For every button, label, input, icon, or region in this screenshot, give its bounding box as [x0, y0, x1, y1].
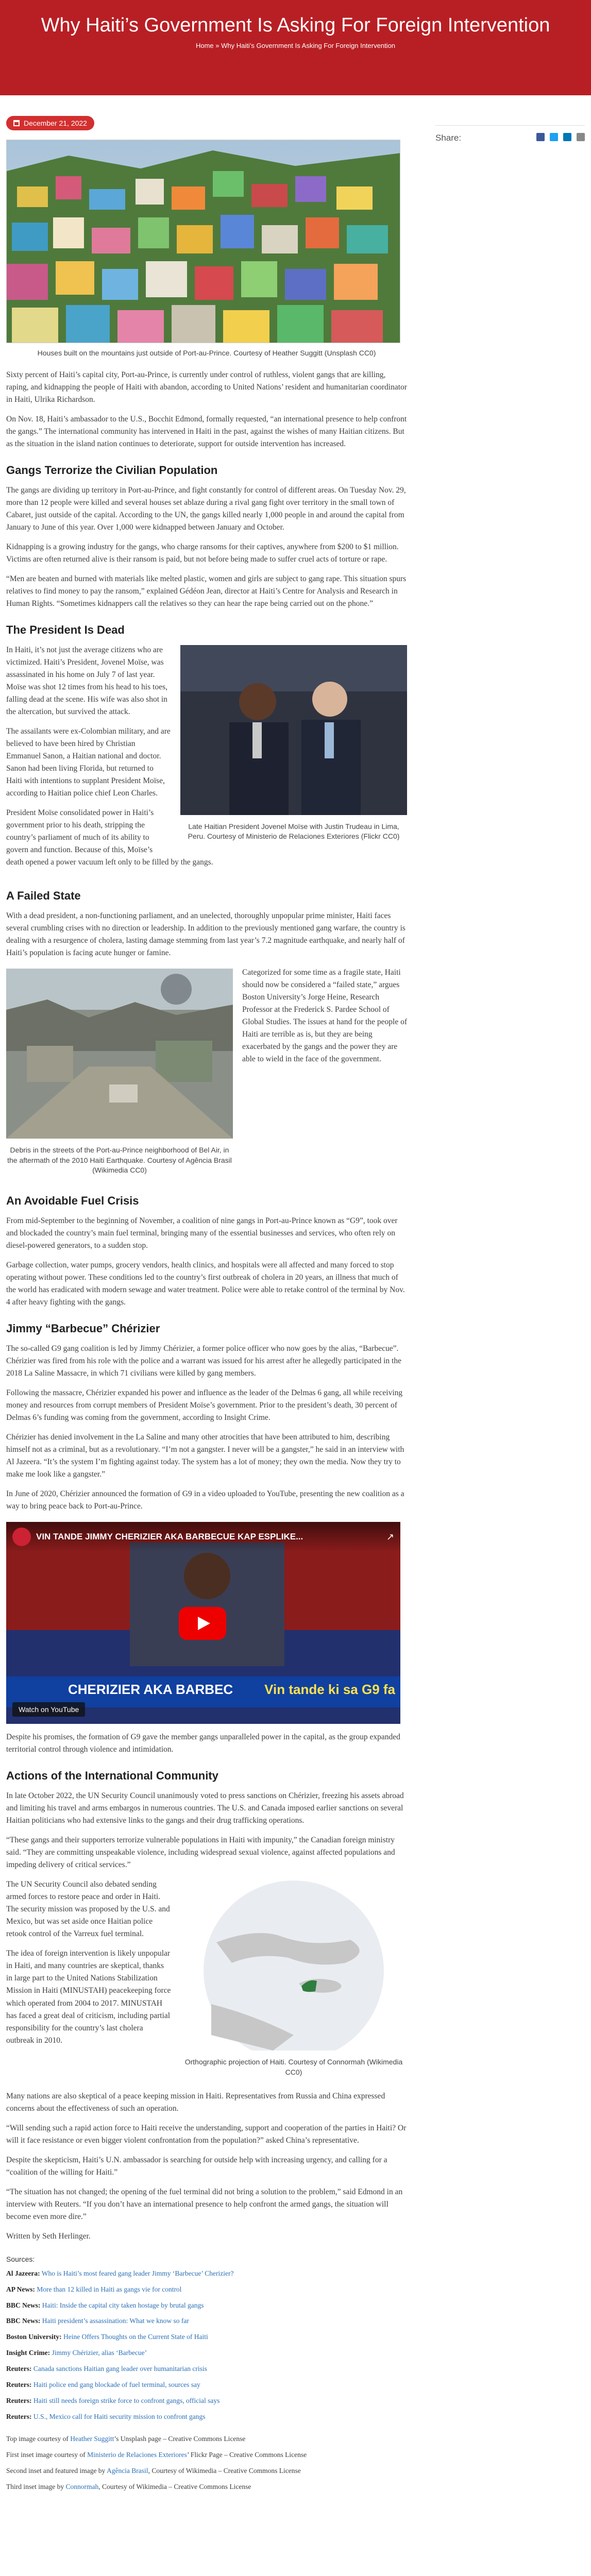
paragraph: Categorized for some time as a fragile state, Haiti should now be considered a “failed state,” argues Boston University’s Jorge Heine, Research Professor at the Frederick S. Pardee School of Global Studies. The issues at hand for the people of Haiti are terrible as is, but they are being exacerbated by the gangs and the power they are able to wield in the face of the government. [242, 968, 407, 1064]
paragraph: Despite his promises, the formation of G9 gave the member gangs unparalleled power in the capital, as the group expanded territorial control through violence and intimidation. [6, 1733, 400, 1754]
quake-caption: Debris in the streets of the Port-au-Prince neighborhood of Bel Air, in the aftermath of the 2010 Haiti Earthquake. Courtesy of Agência Brasil (Wikimedia CC0) [7, 1146, 232, 1175]
section-heading: Actions of the International Community [6, 1769, 218, 1783]
page-header [0, 0, 591, 95]
credit-prefix: First inset image courtesy of [6, 2450, 88, 2459]
source-item [6, 2284, 407, 2295]
paragraph: Garbage collection, water pumps, grocery vendors, health clinics, and hospitals were all affected and many forced to stop operating without power. These conditions led to the country’s first outbreak of cholera in 20 years, an illness that much of the world has eradicated with modern sewage and water treatment. Police were able to retake control of the terminal by Nov. 4 after heavy fighting with the gangs. [6, 1260, 405, 1307]
source-item [6, 2300, 407, 2311]
source-outlet: Al Jazeera: [6, 2269, 40, 2277]
breadcrumb-home-link[interactable]: Home [195, 42, 214, 49]
linkedin-icon[interactable] [563, 133, 571, 141]
source-item [6, 2380, 407, 2391]
credit-suffix: ’s Unsplash page – Creative Commons License [114, 2434, 246, 2443]
share-sidebar [435, 125, 585, 143]
share-video-icon[interactable]: ↗ [386, 1531, 394, 1542]
section-heading: A Failed State [6, 889, 81, 903]
email-icon[interactable] [577, 133, 585, 141]
paragraph: Following the massacre, Chérizier expanded his power and influence as the leader of the Delmas 6 gang, all while receiving money and resources from corrupt members of President Moïse’s government. Prior to the president’s death, 30 percent of Delmas 6’s funding was coming from the government, according to Insight Crime. [6, 1388, 403, 1422]
credit-suffix: , Courtesy of Wikimedia – Creative Commons License [148, 2466, 301, 2475]
source-item [6, 2364, 407, 2375]
image-credit [6, 2466, 407, 2477]
credit-prefix: Second inset and featured image by [6, 2466, 107, 2475]
source-outlet: Insight Crime: [6, 2349, 50, 2357]
paragraph: Many nations are also skeptical of a peace keeping mission in Haiti. Representatives from Russia and China expressed concerns about the effectiveness of such an operation. [6, 2091, 385, 2113]
article-body [0, 95, 407, 2498]
source-link[interactable]: More than 12 killed in Haiti as gangs vie for control [37, 2285, 182, 2293]
calendar-icon [13, 120, 20, 126]
section-heading: An Avoidable Fuel Crisis [6, 1194, 139, 1207]
twitter-icon[interactable] [550, 133, 558, 141]
source-outlet: Reuters: [6, 2365, 32, 2373]
moise-figure [180, 645, 407, 842]
page-title: Why Haiti’s Government Is Asking For Foreign Intervention [41, 14, 550, 36]
quake-figure [6, 969, 233, 1176]
paragraph: In Haiti, it’s not just the average citizens who are victimized. Haiti’s President, Jovenel Moïse, was assassinated in his home on July 7 of last year. Moïse was shot 12 times from his head to his toes, falling dead at the scene. His wife was also shot in the altercation, but survived the attack. [6, 645, 167, 716]
video-overlay-text [68, 1682, 400, 1698]
video-title-bar [6, 1522, 400, 1552]
moise-caption: Late Haitian President Jovenel Moïse with Justin Trudeau in Lima, Peru. Courtesy of Ministerio de Relaciones Exteriores (Flickr CC0) [188, 822, 400, 841]
paragraph: “Men are beaten and burned with materials like melted plastic, women and girls are subject to gang rape. This situation spurs relatives to find money to pay the ransom,” explained Gédéon Jean, director at Haiti’s Centre for Analysis and Research in Human Rights. “Sometimes kidnappers call the relatives so they can hear the rape being carried out on the phone.” [6, 574, 407, 608]
breadcrumb-separator: » [213, 42, 222, 49]
source-outlet: BBC News: [6, 2301, 41, 2309]
source-link[interactable]: Haiti: Inside the capital city taken hostage by brutal gangs [42, 2301, 204, 2309]
source-item [6, 2396, 407, 2406]
paragraph: Kidnapping is a growing industry for the gangs, who charge ransoms for their captives, anywhere from $200 to $1 million. Victims are often returned alive is their ransom is paid, but not before being made to suffer cruel acts of torture or rape. [6, 542, 399, 564]
credit-prefix: Top image courtesy of [6, 2434, 71, 2443]
credit-link[interactable]: Connormah [65, 2482, 99, 2490]
paragraph: The so-called G9 gang coalition is led by Jimmy Chérizier, a former police officer who now goes by the alias, “Barbecue”. Chérizier was fired from his role with the police and a warrant was issued for his arrest after he allegedly participated in the 2018 La Saline Massacre, in which 71 civilians were killed by gang members. [6, 1344, 401, 1378]
paragraph: The assailants were ex-Colombian military, and are believed to have been hired by Christian Emmanuel Sanon, a Haitian national and doctor. Sanon had been living Florida, but returned to Haiti with intentions to supplant President Moïse, according to Haitian police chief Leon Charles. [6, 726, 171, 798]
section-heading: Gangs Terrorize the Civilian Population [6, 463, 218, 477]
article-date: December 21, 2022 [24, 119, 87, 127]
paragraph: Despite the skepticism, Haiti’s U.N. ambassador is searching for outside help with increasing urgency, and calling for a “coalition of the willing for Haiti.” [6, 2155, 387, 2177]
overlay-right: Vin tande ki sa G9 fa [264, 1682, 395, 1698]
image-credit [6, 2482, 407, 2493]
credit-list [6, 2434, 407, 2493]
youtube-embed[interactable] [6, 1522, 400, 1724]
paragraph: In late October 2022, the UN Security Council unanimously voted to press sanctions on Chérizier, freezing his assets abroad and limiting his travel and arms embargos in numerous countries. The U.S. and Canada imposed earlier sanctions on several Haitian politicians who had extensive links to the gangs and their drug trafficking operations. [6, 1791, 404, 1825]
source-outlet: BBC News: [6, 2317, 41, 2325]
paragraph: “These gangs and their supporters terrorize vulnerable populations in Haiti with impunity,” the Canadian foreign ministry said. “They are committing unspeakable violence, including widespread sexual violence, against affected populations and impeding delivery of critical services.” [6, 1836, 395, 1870]
paragraph: Chérizier has denied involvement in the La Saline and many other atrocities that have been attributed to him, describing himself not as a criminal, but as a revolutionary. “I’m not a gangster. I never will be a gangster,” he said in an interview with Al Jazeera. “It’s the system I’m fighting against today. The system has a lot of money; they own the media. Now they try to make me look like a gangster.” [6, 1433, 404, 1479]
credit-link[interactable]: Heather Suggitt [70, 2434, 114, 2443]
credit-prefix: Third inset image by [6, 2482, 66, 2490]
source-link[interactable]: Haiti still needs foreign strike force to confront gangs, official says [33, 2397, 220, 2405]
source-outlet: Boston University: [6, 2333, 62, 2341]
watch-on-youtube-button[interactable]: Watch on YouTube [12, 1702, 85, 1717]
image-credit [6, 2450, 407, 2461]
paragraph: Sixty percent of Haiti’s capital city, Port-au-Prince, is currently under control of ruthless, violent gangs that are killing, raping, and kidnapping the people of Haiti with abandon, according to United Nations’ resident and humanitarian coordinator in Haiti, Ulrika Richardson. [6, 370, 407, 404]
paragraph: In June of 2020, Chérizier announced the formation of G9 in a video uploaded to YouTube, presenting the new coalition as a way to bring peace back to Port-au-Prince. [6, 1489, 404, 1511]
date-badge [6, 116, 94, 130]
source-item [6, 2412, 407, 2422]
source-link[interactable]: Canada sanctions Haitian gang leader over humanitarian crisis [33, 2365, 207, 2373]
hero-image [6, 140, 400, 343]
section-heading: The President Is Dead [6, 623, 125, 636]
moise-trudeau-photo [180, 645, 407, 815]
source-item [6, 2332, 407, 2343]
paragraph: The idea of foreign intervention is likely unpopular in Haiti, and many countries are skeptical, thanks in large part to the United Nations Stabilization Mission in Haiti (MINUSTAH) peacekeeping force which operated from 2004 to 2017. MINUSTAH has faced a great deal of criticism, including partial responsibility for the country’s last cholera outbreak in 2010. [6, 1949, 171, 2045]
quake-debris-photo [6, 969, 233, 1139]
source-item [6, 2348, 407, 2359]
credit-suffix: , Courtesy of Wikimedia – Creative Commons License [98, 2482, 251, 2490]
hero-caption: Houses built on the mountains just outside of Port-au-Prince. Courtesy of Heather Suggitt (Unsplash CC0) [37, 349, 376, 357]
source-outlet: Reuters: [6, 2413, 32, 2420]
sources-section [6, 2255, 407, 2493]
source-item [6, 2268, 407, 2279]
source-list [6, 2268, 407, 2422]
share-icons [536, 133, 585, 141]
paragraph: “Will sending such a rapid action force to Haiti receive the understanding, support and cooperation of the parties in Haiti? Or will it face resistance or even bigger violent confrontation from the population?” asked China’s representative. [6, 2123, 407, 2145]
video-title[interactable]: VIN TANDE JIMMY CHERIZIER AKA BARBECUE KAP ESPLIKE... [36, 1532, 303, 1542]
source-outlet: Reuters: [6, 2397, 32, 2405]
source-link[interactable]: Jimmy Chérizier, alias ‘Barbecue’ [52, 2349, 147, 2357]
sources-heading: Sources: [6, 2255, 35, 2263]
byline: Written by Seth Herlinger. [6, 2231, 91, 2241]
overlay-left: CHERIZIER AKA BARBEC [68, 1682, 233, 1698]
image-credit [6, 2434, 407, 2445]
paragraph: From mid-September to the beginning of November, a coalition of nine gangs in Port-au-Prince known as “G9”, took over and blockaded the country’s main fuel terminal, bringing many of the essential businesses and services, who often rely on diesel-powered generators, to a sudden stop. [6, 1216, 398, 1250]
credit-suffix: ’ Flickr Page – Creative Commons License [187, 2450, 307, 2459]
paragraph: The gangs are dividing up territory in Port-au-Prince, and fight constantly for control of different areas. On Tuesday Nov. 29, more than 12 people were killed and several houses set ablaze during a rival gang fight over territory in the small town of Cabaret, just outside of the capital. According to the UN, the gangs killed nearly 1,000 people in and around the capital from January to June of this year. Over 1,000 were kidnapped between January and October. [6, 485, 406, 532]
share-label: Share: [435, 133, 462, 143]
source-link[interactable]: U.S., Mexico call for Haiti security mission to confront gangs [33, 2413, 206, 2420]
credit-link[interactable]: Agência Brasil [106, 2466, 148, 2475]
source-outlet: Reuters: [6, 2381, 32, 2389]
paragraph: The UN Security Council also debated sending armed forces to restore peace and order in Haiti. The security mission was proposed by the U.S. and Mexico, but was set aside once Haitian police retook control of the Varreux fuel terminal. [6, 1880, 170, 1939]
source-link[interactable]: Haiti president’s assassination: What we know so far [42, 2317, 189, 2325]
source-link[interactable]: Who is Haiti’s most feared gang leader Jimmy ‘Barbecue’ Cherizier? [41, 2269, 234, 2277]
map-figure [180, 1880, 407, 2077]
source-link[interactable]: Haiti police end gang blockade of fuel terminal, sources say [33, 2381, 200, 2389]
source-item [6, 2316, 407, 2327]
haiti-map [180, 1880, 407, 2050]
map-caption: Orthographic projection of Haiti. Courtesy of Connormah (Wikimedia CC0) [184, 2058, 403, 2076]
facebook-icon[interactable] [536, 133, 545, 141]
source-outlet: AP News: [6, 2285, 35, 2293]
breadcrumb-current: Why Haiti’s Government Is Asking For Foreign Intervention [221, 42, 396, 49]
play-button[interactable] [179, 1607, 226, 1640]
paragraph: President Moïse consolidated power in Haiti’s government prior to his death, stripping the country’s parliament of much of its ability to govern and function. Because of this, Moïse’s death opened a power vacuum left only to be filled by the gangs. [6, 808, 213, 867]
paragraph: “The situation has not changed; the opening of the fuel terminal did not bring a solution to the problem,” said Edmond in an interview with Reuters. “If you don’t have an international presence to help confront the armed gangs, the situation will become even more dire.” [6, 2187, 403, 2221]
breadcrumb [0, 42, 591, 49]
credit-link[interactable]: Ministerio de Relaciones Exteriores [87, 2450, 187, 2459]
source-link[interactable]: Heine Offers Thoughts on the Current State of Haiti [63, 2333, 208, 2341]
paragraph: On Nov. 18, Haiti’s ambassador to the U.S., Bocchit Edmond, formally requested, “an international presence to help confront the gangs.” The international community has intervened in Haiti in the past, against the wishes of many Haitian citizens. But as the situation in the island nation continues to deteriorate, support for outside intervention has increased. [6, 414, 407, 448]
section-heading: Jimmy “Barbecue” Chérizier [6, 1322, 160, 1335]
paragraph: With a dead president, a non-functioning parliament, and an unelected, thoroughly unpopular prime minister, Haiti faces several crumbling crises with no direction or leadership. In addition to the previously mentioned gang warfare, the country is dealing with a resurgence of cholera, lasting damage stemming from last year’s 7.2 magnitude earthquake, and nearly half of Haiti’s population is facing acute hunger or famine. [6, 911, 406, 958]
channel-avatar [12, 1528, 31, 1546]
